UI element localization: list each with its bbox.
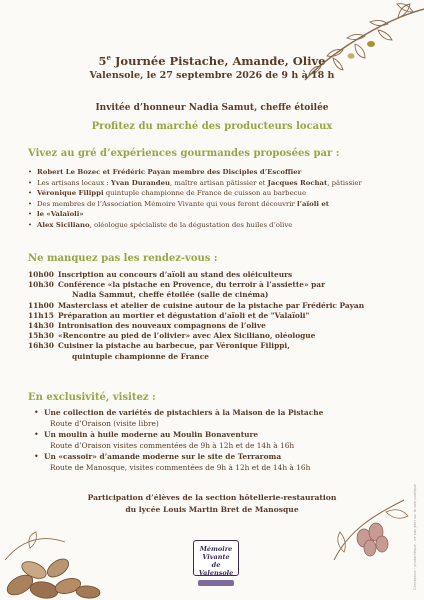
footer-line: Participation d’élèves de la section hôtellerie-restauration [87,493,337,502]
list-item: • Les artisans locaux : Yvan Durandeu, maître artisan pâtissier et Jacques Rochat, pâtissier [28,178,410,189]
schedule-row: 10h00 Inscription au concours d’aïoli au stand des oléiculteurs [28,270,293,279]
schedule-row: 14h30 Intronisation des nouveaux compagnons de l’olive [28,321,266,331]
schedule-heading: Ne manquez pas les rendez-vous : [28,253,218,264]
schedule-row: quintuple championne de France [72,351,209,361]
experiences-heading: Vivez au gré d’expériences gourmandes proposées par : [28,148,340,159]
memoire-vivante-logo: Mémoire Vivante de Valensole [193,540,239,576]
list-item: • Véronique Filippi quintuple championne de France de cuisson au barbecue [28,188,410,199]
footer-line: du lycée Louis Martin Bret de Manosque [125,505,299,514]
schedule-row: 15h30 «Rencontre au pied de l’olivier» avec Alex Siciliano, oléologue [28,331,316,341]
page-title: 5e Journée Pistache, Amande, Olive [98,53,326,68]
guest-of-honor: Invitée d’honneur Nadia Samut, cheffe étoilée [95,103,329,113]
event-date: Valensole, le 27 septembre 2026 de 9 h à 18 h [89,70,335,81]
list-item: • Une collection de variétés de pistachiers à la Maison de la Pistache Route d’Oraison (visite libre) [34,408,410,429]
schedule-list [28,270,410,362]
pistachio-icon [324,490,414,570]
list-item: • le «Valaïoli» [28,209,410,220]
exclusive-heading: En exclusivité, visitez : [28,392,156,403]
exclusive-list [34,408,410,474]
list-item: • Robert Le Bozec et Frédéric Payan membre des Disciples d’Escoffier [28,167,410,178]
list-item: • Un moulin à huile moderne au Moulin Bonaventure Route d’Oraison visites commentées de 9h à 12h et de 14h à 16h [34,430,410,451]
schedule-row: 11h00 Masterclass et atelier de cuisine autour de la pistache par Frédéric Payan [28,300,365,310]
schedule-row: 16h30 Cuisiner la pistache au barbecue, par Véronique Filippi, [28,341,290,351]
list-item: • Un «cassoir» d’amande moderne sur le site de Terraroma Route de Manosque, visites commentées de 9h à 12h et de 14h à 16h [34,452,410,473]
schedule-row: Nadia Sammut, cheffe étoilée (salle de cinéma) [72,290,269,300]
experiences-list [28,167,410,231]
schedule-row: 10h30 Conférence «la pistache en Provence, du terroir à l’assiette» par [28,280,325,290]
schedule-row: 11h15 Préparation au mortier et dégustation d’aïoli et de "Valaïoli" [28,310,310,320]
list-item: • Alex Siciliano, oléologue spécialiste de la dégustation des huiles d’olive [28,220,410,231]
almond-icon [0,500,115,600]
list-item: • Des membres de l’Association Mémoire Vivante qui vous feront découvrir l’aïoli et [28,199,410,210]
side-credit: Conception : photothèque - ne pas jeter sur la voie publique [413,484,417,590]
market-tagline: Profitez du marché des producteurs locaux [91,121,333,132]
